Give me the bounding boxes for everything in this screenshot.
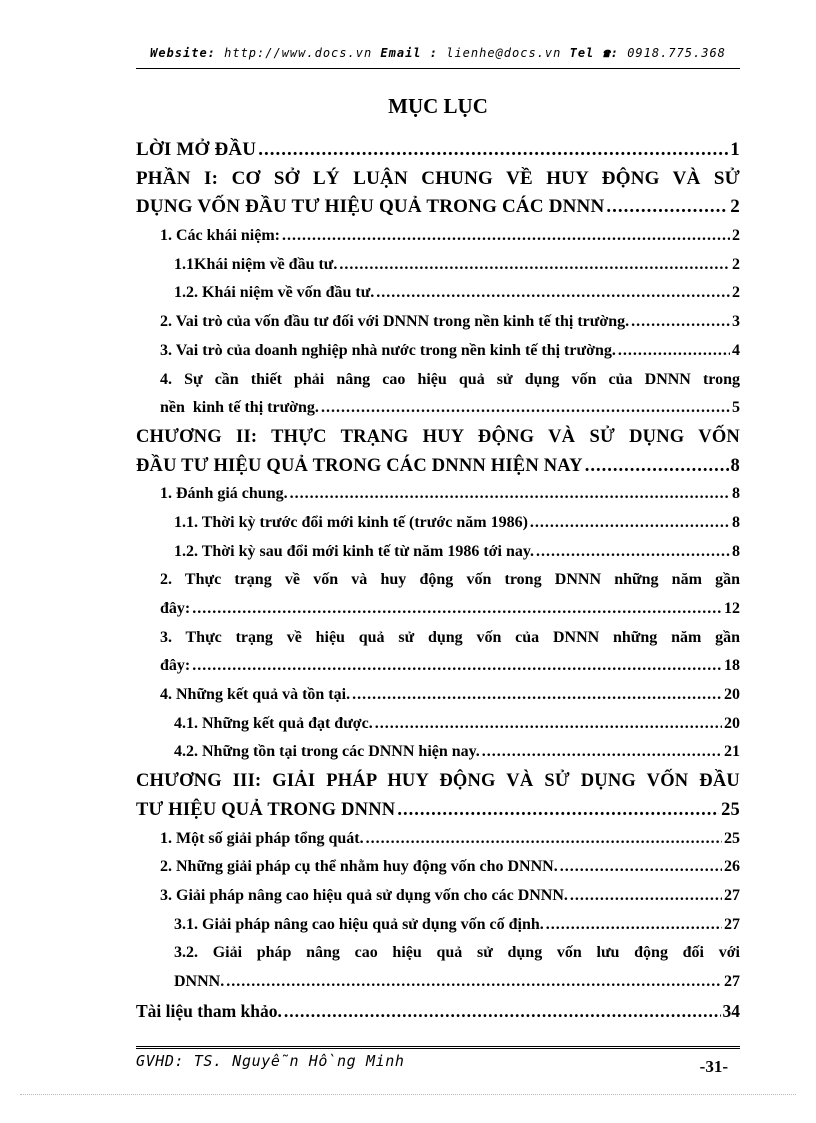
toc-page-number: 25 [724,829,740,847]
dot-leader [192,595,722,624]
toc-entry-text: TƯ HIỆU QUẢ TRONG DNNN [136,799,396,820]
toc-page-number: 26 [724,858,740,876]
dot-leader [284,997,721,1026]
toc-entry-2-2[interactable] [160,566,740,623]
toc-entry-text: 2. Những giải pháp cụ thể nhằm huy động vốn cho DNNN. [160,858,558,876]
toc-entry-1-1[interactable] [174,251,740,280]
toc-entry-intro[interactable] [136,136,740,165]
toc-page-number: 2 [732,255,740,273]
toc-page-number: 8 [732,513,740,531]
toc-page-number: 2 [730,196,740,218]
dot-leader [530,509,730,538]
toc-entry-text: 1.2. Thời kỳ sau đổi mới kinh tế từ năm 1986 tới nay. [174,542,534,560]
toc-entry-3-3-1[interactable] [174,911,740,940]
dot-leader [352,681,722,710]
toc-entry-3-2[interactable] [160,853,740,882]
dot-leader [536,538,730,567]
toc-entry-text: 1. Các khái niệm: [160,227,280,245]
page-number: -31- [699,1057,728,1076]
advisor-name: GVHD: TS. Nguyễn Hồng Minh [136,1052,405,1070]
toc-page-number: 27 [724,972,740,990]
website-label: Website: [150,46,216,60]
toc-entry-2[interactable] [160,308,740,337]
toc-entry-text: CHƯƠNG II: THỰC TRẠNG HUY ĐỘNG VÀ SỬ DỤNG VỐN [136,426,740,447]
dot-leader [546,911,722,940]
toc-entry-text: đây: [160,657,191,675]
toc-entry-text: 4. Sự cần thiết phải nâng cao hiệu quả sử dụng vốn của DNNN trong [160,370,740,388]
toc-page-number: 1 [730,139,740,160]
toc-page-number: 8 [732,542,740,560]
tel-label: Tel ☎: [569,46,619,60]
toc-page-number: 20 [724,714,740,732]
page-footer [136,1046,740,1076]
toc-entry-text: đây: [160,600,191,617]
toc-entry-text: 1.2. Khái niệm về vốn đầu tư. [174,284,375,302]
dot-leader [282,222,730,251]
toc-entry-text: LỜI MỞ ĐẦU [136,139,257,160]
dot-leader [339,251,730,280]
toc-entry-chapter-3[interactable] [136,767,740,824]
toc-entry-2-1-2[interactable] [174,538,740,567]
dot-leader [560,853,722,882]
dot-leader [192,652,722,681]
toc-page-number: 27 [724,886,740,904]
toc-page-number: 34 [722,1000,740,1021]
toc-entry-text: 3.1. Giải pháp nâng cao hiệu quả sử dụng vốn cố định. [174,915,544,933]
tel-value: 0918.775.368 [627,46,726,60]
toc-entry-text: 2. Vai trò của vốn đầu tư đối với DNNN trong nền kinh tế thị trường. [160,313,630,331]
dot-leader [618,337,730,366]
toc-entry-3-3[interactable] [160,882,740,911]
toc-entry-text: DNNN. [174,972,225,990]
toc-page-number: 12 [724,600,740,617]
dot-leader [226,968,722,997]
page-header [136,46,740,69]
toc-entry-3[interactable] [160,337,740,366]
toc-entry-text: 4. Những kết quả và tồn tại. [160,686,351,704]
toc-entry-text: PHẦN I: CƠ SỞ LÝ LUẬN CHUNG VỀ HUY ĐỘNG VÀ SỬ [136,167,740,189]
page-bottom-divider [20,1094,796,1095]
table-of-contents [136,136,740,1025]
toc-entry-2-3[interactable] [160,624,740,681]
toc-entry-text: DỤNG VỐN ĐẦU TƯ HIỆU QUẢ TRONG CÁC DNNN [136,196,605,218]
dot-leader [482,738,722,767]
toc-page-number: 20 [724,686,740,704]
toc-entry-text: 3. Thực trạng về hiệu quả sử dụng vốn của DNNN những năm gần [160,628,740,646]
dot-leader [375,710,722,739]
toc-page-number: 2 [732,227,740,245]
toc-entry-text: 1.1Khái niệm về đầu tư. [174,255,338,273]
toc-entry-text: nền kinh tế thị trường. [160,399,319,417]
toc-page-number: 2 [732,284,740,302]
toc-entry-part-1[interactable] [136,165,740,222]
dot-leader [290,480,730,509]
toc-entry-2-1-1[interactable] [174,509,740,538]
dot-leader [258,136,728,165]
dot-leader [376,279,730,308]
dot-leader [631,308,730,337]
toc-entry-text: Tài liệu tham khảo. [136,1000,282,1021]
toc-page-number: 4 [732,341,740,359]
toc-entry-text: 1. Một số giải pháp tổng quát. [160,829,364,847]
dot-leader [570,882,722,911]
toc-entry-2-1[interactable] [160,480,740,509]
toc-page-number: 8 [732,485,740,503]
dot-leader [585,452,729,481]
toc-page-number: 18 [724,657,740,675]
toc-page-number: 21 [724,743,740,761]
toc-entry-3-1[interactable] [160,825,740,854]
toc-entry-3-3-2[interactable] [174,939,740,996]
toc-page-number: 27 [724,915,740,933]
toc-entry-text: ĐẦU TƯ HIỆU QUẢ TRONG CÁC DNNN HIỆN NAY [136,455,583,476]
dot-leader [397,796,719,825]
toc-entry-1-2[interactable] [174,279,740,308]
toc-entry-2-4-1[interactable] [174,710,740,739]
toc-entry-text: 2. Thực trạng về vốn và huy động vốn trong DNNN những năm gần [160,571,740,589]
toc-entry-4[interactable] [160,366,740,423]
toc-page-number: 25 [721,799,740,820]
toc-entry-chapter-2[interactable] [136,423,740,480]
toc-entry-text: 1.1. Thời kỳ trước đổi mới kinh tế (trước năm 1986) [174,513,528,531]
toc-page-number: 3 [732,313,740,331]
dot-leader [321,394,730,423]
page-title: MỤC LỤC [388,94,488,118]
toc-entry-text: 4.2. Những tồn tại trong các DNNN hiện nay. [174,743,480,761]
website-value[interactable]: http://www.docs.vn [224,46,373,60]
toc-entry-text: 3.2. Giải pháp nâng cao hiệu quả sử dụng vốn lưu động đối với [174,944,740,962]
toc-page-number: 8 [730,455,740,476]
toc-entry-text: 3. Vai trò của doanh nghiệp nhà nước trong nền kinh tế thị trường. [160,341,616,359]
toc-entry-text: 4.1. Những kết quả đạt được. [174,714,373,732]
email-label: Email : [380,46,438,60]
toc-entry-2-4-2[interactable] [174,738,740,767]
toc-entry-1-concepts[interactable] [160,222,740,251]
toc-entry-text: CHƯƠNG III: GIẢI PHÁP HUY ĐỘNG VÀ SỬ DỤNG VỐN ĐẦU [136,771,740,792]
toc-entry-text: 3. Giải pháp nâng cao hiệu quả sử dụng vốn cho các DNNN. [160,886,568,904]
dot-leader [366,825,722,854]
toc-entry-references[interactable] [136,997,740,1026]
toc-entry-text: 1. Đánh giá chung. [160,485,288,503]
dot-leader [606,193,728,222]
toc-page-number: 5 [732,399,740,417]
toc-entry-2-4[interactable] [160,681,740,710]
email-value[interactable]: lienhe@docs.vn [446,46,562,60]
